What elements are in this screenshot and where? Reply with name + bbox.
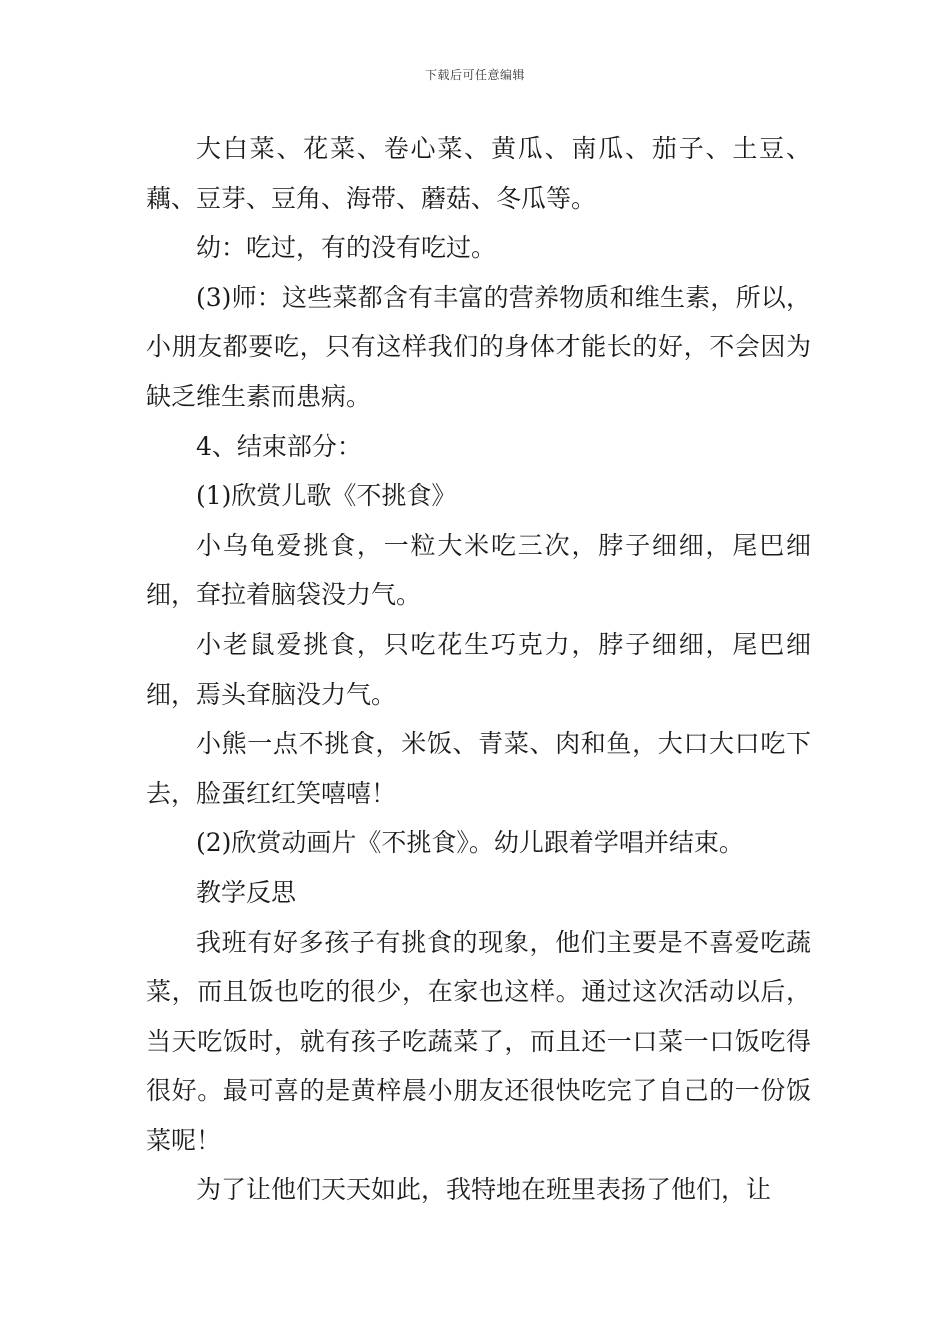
paragraph-teacher-vitamins: (3)师：这些菜都含有丰富的营养物质和维生素，所以，小朋友都要吃，只有这样我们的身体才能长的好，不会因为缺乏维生素而患病。 (146, 282, 811, 411)
paragraph-song-title: (1)欣赏儿歌《不挑食》 (196, 481, 457, 511)
paragraph-reflection-body: 我班有好多孩子有挑食的现象，他们主要是不喜爱吃蔬菜，而且饭也吃的很少，在家也这样。通过这次活动以后，当天吃饭时，就有孩子吃蔬菜了，而且还一口菜一口饭吃得很好。最可喜的是黄梓晨小朋友还很快吃完了自己的一份饭菜呢！ (146, 927, 811, 1155)
paragraph-song-mouse: 小老鼠爱挑食，只吃花生巧克力，脖子细细，尾巴细细，焉头耷脑没力气。 (146, 629, 811, 709)
paragraph-child-answer: 幼：吃过，有的没有吃过。 (196, 233, 497, 263)
paragraph-song-turtle: 小乌龟爱挑食，一粒大米吃三次，脖子细细，尾巴细细，耷拉着脑袋没力气。 (146, 530, 811, 610)
paragraph-reflection-continued: 为了让他们天天如此，我特地在班里表扬了他们，让 (196, 1175, 772, 1205)
page-header: 下载后可任意编辑 (424, 68, 525, 82)
paragraph-reflection-heading: 教学反思 (196, 877, 297, 907)
paragraph-vegetable-list: 大白菜、花菜、卷心菜、黄瓜、南瓜、茄子、土豆、藕、豆芽、豆角、海带、蘑菇、冬瓜等。 (146, 134, 811, 213)
paragraph-ending-heading: 4、结束部分： (196, 431, 362, 461)
document-body (146, 124, 811, 1215)
paragraph-cartoon: (2)欣赏动画片《不挑食》。幼儿跟着学唱并结束。 (196, 828, 744, 858)
paragraph-song-bear: 小熊一点不挑食，米饭、青菜、肉和鱼，大口大口吃下去，脸蛋红红笑嘻嘻！ (146, 729, 811, 808)
